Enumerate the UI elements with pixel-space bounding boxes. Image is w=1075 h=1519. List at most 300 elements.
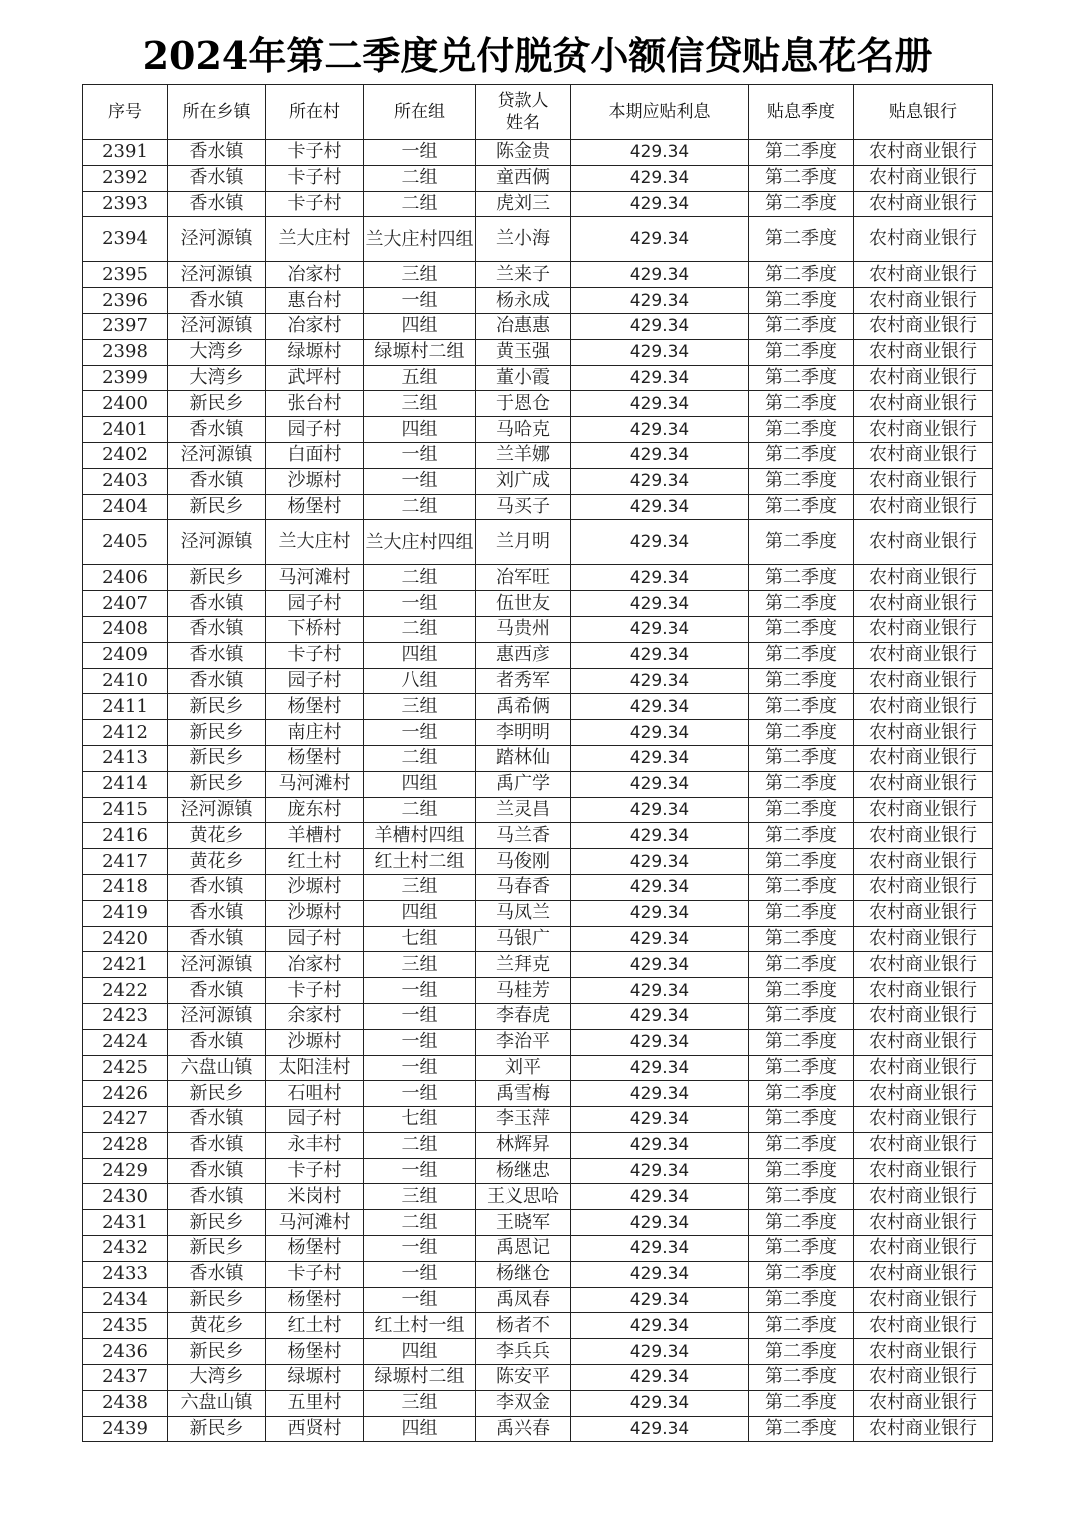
cell-index: 2406 <box>83 565 168 591</box>
table-row <box>83 217 993 262</box>
table-row <box>83 797 993 823</box>
cell-town: 泾河源镇 <box>168 1003 266 1029</box>
cell-bank: 农村商业银行 <box>854 288 993 314</box>
cell-village: 沙塬村 <box>266 1029 364 1055</box>
cell-index: 2421 <box>83 952 168 978</box>
cell-index: 2407 <box>83 591 168 617</box>
cell-group: 三组 <box>364 262 476 288</box>
cell-index: 2423 <box>83 1003 168 1029</box>
cell-bank: 农村商业银行 <box>854 952 993 978</box>
cell-index: 2419 <box>83 900 168 926</box>
cell-village: 卡子村 <box>266 1158 364 1184</box>
cell-bank: 农村商业银行 <box>854 642 993 668</box>
cell-index: 2405 <box>83 520 168 565</box>
cell-quarter: 第二季度 <box>749 978 854 1004</box>
cell-village: 太阳洼村 <box>266 1055 364 1081</box>
cell-village: 杨堡村 <box>266 494 364 520</box>
cell-quarter: 第二季度 <box>749 339 854 365</box>
cell-index: 2403 <box>83 468 168 494</box>
table-row <box>83 926 993 952</box>
cell-interest: 429.34 <box>571 494 749 520</box>
cell-group: 一组 <box>364 1158 476 1184</box>
cell-village: 杨堡村 <box>266 1339 364 1365</box>
cell-town: 香水镇 <box>168 468 266 494</box>
cell-quarter: 第二季度 <box>749 391 854 417</box>
cell-interest: 429.34 <box>571 217 749 262</box>
cell-bank: 农村商业银行 <box>854 468 993 494</box>
cell-index: 2408 <box>83 616 168 642</box>
cell-town: 香水镇 <box>168 1107 266 1133</box>
cell-borrower-name: 李明明 <box>476 720 571 746</box>
cell-bank: 农村商业银行 <box>854 591 993 617</box>
cell-borrower-name: 杨继忠 <box>476 1158 571 1184</box>
cell-borrower-name: 禹恩记 <box>476 1236 571 1262</box>
cell-interest: 429.34 <box>571 1184 749 1210</box>
cell-village: 南庄村 <box>266 720 364 746</box>
cell-borrower-name: 刘平 <box>476 1055 571 1081</box>
cell-index: 2410 <box>83 668 168 694</box>
cell-village: 马河滩村 <box>266 771 364 797</box>
cell-index: 2420 <box>83 926 168 952</box>
cell-group: 一组 <box>364 140 476 166</box>
cell-town: 香水镇 <box>168 417 266 443</box>
cell-interest: 429.34 <box>571 468 749 494</box>
cell-borrower-name: 兰拜克 <box>476 952 571 978</box>
cell-bank: 农村商业银行 <box>854 1261 993 1287</box>
table-row <box>83 494 993 520</box>
cell-quarter: 第二季度 <box>749 900 854 926</box>
cell-interest: 429.34 <box>571 849 749 875</box>
cell-town: 香水镇 <box>168 616 266 642</box>
cell-index: 2412 <box>83 720 168 746</box>
cell-index: 2398 <box>83 339 168 365</box>
cell-group: 一组 <box>364 1261 476 1287</box>
cell-bank: 农村商业银行 <box>854 823 993 849</box>
col-header-index: 序号 <box>83 85 168 140</box>
cell-town: 新民乡 <box>168 494 266 520</box>
cell-index: 2425 <box>83 1055 168 1081</box>
cell-borrower-name: 李双金 <box>476 1390 571 1416</box>
cell-quarter: 第二季度 <box>749 1158 854 1184</box>
cell-town: 泾河源镇 <box>168 520 266 565</box>
cell-borrower-name: 于恩仓 <box>476 391 571 417</box>
table-row <box>83 1339 993 1365</box>
cell-borrower-name: 禹希俩 <box>476 694 571 720</box>
cell-index: 2411 <box>83 694 168 720</box>
table-row <box>83 1132 993 1158</box>
cell-bank: 农村商业银行 <box>854 874 993 900</box>
cell-borrower-name: 陈安平 <box>476 1365 571 1391</box>
cell-village: 红土村 <box>266 849 364 875</box>
cell-index: 2392 <box>83 165 168 191</box>
table-row <box>83 1390 993 1416</box>
cell-borrower-name: 杨继仓 <box>476 1261 571 1287</box>
cell-group: 一组 <box>364 1029 476 1055</box>
cell-bank: 农村商业银行 <box>854 217 993 262</box>
table-row <box>83 565 993 591</box>
cell-town: 泾河源镇 <box>168 797 266 823</box>
cell-borrower-name: 禹广学 <box>476 771 571 797</box>
cell-town: 香水镇 <box>168 191 266 217</box>
cell-interest: 429.34 <box>571 442 749 468</box>
cell-quarter: 第二季度 <box>749 417 854 443</box>
table-row <box>83 520 993 565</box>
cell-bank: 农村商业银行 <box>854 140 993 166</box>
cell-index: 2424 <box>83 1029 168 1055</box>
cell-village: 卡子村 <box>266 642 364 668</box>
cell-village: 羊槽村 <box>266 823 364 849</box>
cell-quarter: 第二季度 <box>749 1132 854 1158</box>
cell-town: 香水镇 <box>168 591 266 617</box>
cell-group: 七组 <box>364 1107 476 1133</box>
cell-interest: 429.34 <box>571 591 749 617</box>
cell-index: 2431 <box>83 1210 168 1236</box>
cell-borrower-name: 伍世友 <box>476 591 571 617</box>
cell-bank: 农村商业银行 <box>854 926 993 952</box>
cell-village: 冶家村 <box>266 313 364 339</box>
cell-interest: 429.34 <box>571 1210 749 1236</box>
table-body <box>83 140 993 1442</box>
cell-index: 2409 <box>83 642 168 668</box>
cell-quarter: 第二季度 <box>749 1107 854 1133</box>
subsidy-roster-table <box>82 84 993 1442</box>
cell-group: 一组 <box>364 978 476 1004</box>
cell-group: 一组 <box>364 288 476 314</box>
cell-bank: 农村商业银行 <box>854 1416 993 1442</box>
cell-borrower-name: 马俊刚 <box>476 849 571 875</box>
cell-town: 新民乡 <box>168 1339 266 1365</box>
cell-bank: 农村商业银行 <box>854 442 993 468</box>
cell-town: 香水镇 <box>168 1132 266 1158</box>
cell-index: 2404 <box>83 494 168 520</box>
col-header-interest: 本期应贴利息 <box>571 85 749 140</box>
cell-village: 卡子村 <box>266 978 364 1004</box>
table-row <box>83 1055 993 1081</box>
cell-group: 二组 <box>364 797 476 823</box>
cell-village: 马河滩村 <box>266 1210 364 1236</box>
cell-village: 兰大庄村 <box>266 520 364 565</box>
cell-group: 三组 <box>364 952 476 978</box>
cell-village: 兰大庄村 <box>266 217 364 262</box>
cell-group: 四组 <box>364 642 476 668</box>
cell-quarter: 第二季度 <box>749 1236 854 1262</box>
table-row <box>83 391 993 417</box>
cell-quarter: 第二季度 <box>749 1184 854 1210</box>
cell-borrower-name: 兰羊娜 <box>476 442 571 468</box>
cell-group: 四组 <box>364 771 476 797</box>
cell-index: 2435 <box>83 1313 168 1339</box>
table-row <box>83 339 993 365</box>
cell-borrower-name: 杨永成 <box>476 288 571 314</box>
cell-group: 一组 <box>364 1081 476 1107</box>
cell-quarter: 第二季度 <box>749 1029 854 1055</box>
cell-quarter: 第二季度 <box>749 874 854 900</box>
cell-village: 绿塬村 <box>266 1365 364 1391</box>
cell-group: 四组 <box>364 1339 476 1365</box>
cell-interest: 429.34 <box>571 745 749 771</box>
cell-town: 黄花乡 <box>168 1313 266 1339</box>
cell-index: 2438 <box>83 1390 168 1416</box>
table-row <box>83 745 993 771</box>
cell-quarter: 第二季度 <box>749 1210 854 1236</box>
cell-town: 香水镇 <box>168 900 266 926</box>
cell-index: 2395 <box>83 262 168 288</box>
cell-town: 黄花乡 <box>168 823 266 849</box>
cell-index: 2416 <box>83 823 168 849</box>
table-row <box>83 288 993 314</box>
cell-quarter: 第二季度 <box>749 823 854 849</box>
cell-town: 香水镇 <box>168 978 266 1004</box>
cell-village: 武坪村 <box>266 365 364 391</box>
cell-town: 黄花乡 <box>168 849 266 875</box>
table-row <box>83 262 993 288</box>
cell-village: 永丰村 <box>266 1132 364 1158</box>
cell-quarter: 第二季度 <box>749 191 854 217</box>
cell-borrower-name: 禹兴春 <box>476 1416 571 1442</box>
cell-index: 2401 <box>83 417 168 443</box>
cell-bank: 农村商业银行 <box>854 1107 993 1133</box>
cell-quarter: 第二季度 <box>749 694 854 720</box>
cell-borrower-name: 王义思哈 <box>476 1184 571 1210</box>
cell-bank: 农村商业银行 <box>854 771 993 797</box>
cell-group: 二组 <box>364 1210 476 1236</box>
cell-borrower-name: 禹凤春 <box>476 1287 571 1313</box>
cell-interest: 429.34 <box>571 1107 749 1133</box>
cell-borrower-name: 童西俩 <box>476 165 571 191</box>
cell-town: 新民乡 <box>168 1081 266 1107</box>
cell-borrower-name: 踏林仙 <box>476 745 571 771</box>
cell-interest: 429.34 <box>571 313 749 339</box>
cell-borrower-name: 马桂芳 <box>476 978 571 1004</box>
cell-group: 四组 <box>364 417 476 443</box>
cell-group: 二组 <box>364 165 476 191</box>
cell-bank: 农村商业银行 <box>854 565 993 591</box>
cell-town: 香水镇 <box>168 1261 266 1287</box>
cell-quarter: 第二季度 <box>749 1365 854 1391</box>
cell-group: 七组 <box>364 926 476 952</box>
table-row <box>83 694 993 720</box>
table-row <box>83 1313 993 1339</box>
cell-bank: 农村商业银行 <box>854 1132 993 1158</box>
cell-village: 五里村 <box>266 1390 364 1416</box>
cell-index: 2393 <box>83 191 168 217</box>
cell-index: 2396 <box>83 288 168 314</box>
table-row <box>83 668 993 694</box>
table-row <box>83 900 993 926</box>
cell-group: 红土村二组 <box>364 849 476 875</box>
col-header-bank: 贴息银行 <box>854 85 993 140</box>
cell-quarter: 第二季度 <box>749 720 854 746</box>
cell-index: 2429 <box>83 1158 168 1184</box>
cell-village: 卡子村 <box>266 191 364 217</box>
cell-index: 2426 <box>83 1081 168 1107</box>
cell-borrower-name: 王晓军 <box>476 1210 571 1236</box>
cell-borrower-name: 马买子 <box>476 494 571 520</box>
col-header-borrower-name: 贷款人姓名 <box>476 85 571 140</box>
cell-group: 绿塬村二组 <box>364 339 476 365</box>
cell-town: 泾河源镇 <box>168 262 266 288</box>
table-row <box>83 1210 993 1236</box>
cell-interest: 429.34 <box>571 771 749 797</box>
cell-village: 石咀村 <box>266 1081 364 1107</box>
table-row <box>83 1081 993 1107</box>
cell-interest: 429.34 <box>571 339 749 365</box>
cell-interest: 429.34 <box>571 1390 749 1416</box>
cell-town: 新民乡 <box>168 694 266 720</box>
cell-group: 三组 <box>364 1390 476 1416</box>
cell-index: 2414 <box>83 771 168 797</box>
cell-borrower-name: 李兵兵 <box>476 1339 571 1365</box>
cell-village: 园子村 <box>266 1107 364 1133</box>
cell-group: 四组 <box>364 1416 476 1442</box>
cell-town: 香水镇 <box>168 668 266 694</box>
cell-quarter: 第二季度 <box>749 771 854 797</box>
cell-quarter: 第二季度 <box>749 1055 854 1081</box>
cell-interest: 429.34 <box>571 565 749 591</box>
cell-index: 2400 <box>83 391 168 417</box>
cell-town: 新民乡 <box>168 391 266 417</box>
cell-village: 卡子村 <box>266 140 364 166</box>
cell-group: 三组 <box>364 874 476 900</box>
cell-borrower-name: 马兰香 <box>476 823 571 849</box>
table-row <box>83 140 993 166</box>
table-row <box>83 417 993 443</box>
cell-group: 八组 <box>364 668 476 694</box>
cell-quarter: 第二季度 <box>749 365 854 391</box>
col-header-village: 所在村 <box>266 85 364 140</box>
cell-village: 沙塬村 <box>266 468 364 494</box>
cell-interest: 429.34 <box>571 1313 749 1339</box>
cell-index: 2428 <box>83 1132 168 1158</box>
cell-bank: 农村商业银行 <box>854 1081 993 1107</box>
cell-interest: 429.34 <box>571 1236 749 1262</box>
cell-borrower-name: 兰灵昌 <box>476 797 571 823</box>
cell-group: 二组 <box>364 616 476 642</box>
cell-interest: 429.34 <box>571 1339 749 1365</box>
cell-interest: 429.34 <box>571 978 749 1004</box>
cell-village: 园子村 <box>266 417 364 443</box>
cell-interest: 429.34 <box>571 391 749 417</box>
cell-borrower-name: 黄玉强 <box>476 339 571 365</box>
cell-group: 一组 <box>364 468 476 494</box>
cell-town: 新民乡 <box>168 1416 266 1442</box>
cell-town: 香水镇 <box>168 874 266 900</box>
cell-town: 大湾乡 <box>168 1365 266 1391</box>
cell-index: 2432 <box>83 1236 168 1262</box>
cell-town: 香水镇 <box>168 140 266 166</box>
cell-village: 绿塬村 <box>266 339 364 365</box>
cell-bank: 农村商业银行 <box>854 365 993 391</box>
cell-interest: 429.34 <box>571 165 749 191</box>
col-header-group: 所在组 <box>364 85 476 140</box>
cell-town: 泾河源镇 <box>168 217 266 262</box>
cell-bank: 农村商业银行 <box>854 191 993 217</box>
table-header-row <box>83 85 993 140</box>
cell-interest: 429.34 <box>571 1003 749 1029</box>
cell-index: 2391 <box>83 140 168 166</box>
cell-group: 二组 <box>364 565 476 591</box>
cell-bank: 农村商业银行 <box>854 1365 993 1391</box>
table-row <box>83 468 993 494</box>
table-row <box>83 952 993 978</box>
cell-borrower-name: 兰小海 <box>476 217 571 262</box>
cell-bank: 农村商业银行 <box>854 1236 993 1262</box>
cell-bank: 农村商业银行 <box>854 616 993 642</box>
cell-bank: 农村商业银行 <box>854 1390 993 1416</box>
cell-interest: 429.34 <box>571 1365 749 1391</box>
cell-village: 白面村 <box>266 442 364 468</box>
cell-borrower-name: 兰月明 <box>476 520 571 565</box>
cell-interest: 429.34 <box>571 694 749 720</box>
cell-town: 大湾乡 <box>168 339 266 365</box>
table-row <box>83 1416 993 1442</box>
cell-quarter: 第二季度 <box>749 1081 854 1107</box>
cell-quarter: 第二季度 <box>749 1287 854 1313</box>
cell-group: 二组 <box>364 1132 476 1158</box>
cell-bank: 农村商业银行 <box>854 165 993 191</box>
cell-quarter: 第二季度 <box>749 616 854 642</box>
cell-bank: 农村商业银行 <box>854 1029 993 1055</box>
cell-index: 2422 <box>83 978 168 1004</box>
cell-quarter: 第二季度 <box>749 1416 854 1442</box>
cell-village: 卡子村 <box>266 165 364 191</box>
cell-group: 兰大庄村四组 <box>364 217 476 262</box>
cell-bank: 农村商业银行 <box>854 900 993 926</box>
table-row <box>83 849 993 875</box>
cell-index: 2436 <box>83 1339 168 1365</box>
cell-town: 泾河源镇 <box>168 442 266 468</box>
cell-bank: 农村商业银行 <box>854 849 993 875</box>
cell-quarter: 第二季度 <box>749 165 854 191</box>
cell-borrower-name: 马哈克 <box>476 417 571 443</box>
cell-borrower-name: 马银广 <box>476 926 571 952</box>
cell-interest: 429.34 <box>571 720 749 746</box>
cell-interest: 429.34 <box>571 140 749 166</box>
cell-bank: 农村商业银行 <box>854 417 993 443</box>
table-row <box>83 365 993 391</box>
cell-quarter: 第二季度 <box>749 468 854 494</box>
cell-bank: 农村商业银行 <box>854 262 993 288</box>
cell-quarter: 第二季度 <box>749 565 854 591</box>
table-row <box>83 165 993 191</box>
cell-group: 一组 <box>364 1055 476 1081</box>
cell-town: 新民乡 <box>168 771 266 797</box>
cell-interest: 429.34 <box>571 642 749 668</box>
cell-group: 四组 <box>364 313 476 339</box>
cell-town: 新民乡 <box>168 565 266 591</box>
table-row <box>83 642 993 668</box>
cell-group: 三组 <box>364 694 476 720</box>
cell-town: 新民乡 <box>168 1236 266 1262</box>
cell-town: 泾河源镇 <box>168 952 266 978</box>
cell-interest: 429.34 <box>571 1261 749 1287</box>
cell-village: 马河滩村 <box>266 565 364 591</box>
table-row <box>83 1236 993 1262</box>
cell-interest: 429.34 <box>571 1416 749 1442</box>
cell-group: 羊槽村四组 <box>364 823 476 849</box>
cell-interest: 429.34 <box>571 1081 749 1107</box>
cell-interest: 429.34 <box>571 417 749 443</box>
cell-index: 2437 <box>83 1365 168 1391</box>
cell-town: 新民乡 <box>168 720 266 746</box>
cell-village: 下桥村 <box>266 616 364 642</box>
cell-group: 一组 <box>364 591 476 617</box>
cell-bank: 农村商业银行 <box>854 720 993 746</box>
cell-borrower-name: 李治平 <box>476 1029 571 1055</box>
cell-quarter: 第二季度 <box>749 442 854 468</box>
table-row <box>83 1287 993 1313</box>
cell-interest: 429.34 <box>571 191 749 217</box>
